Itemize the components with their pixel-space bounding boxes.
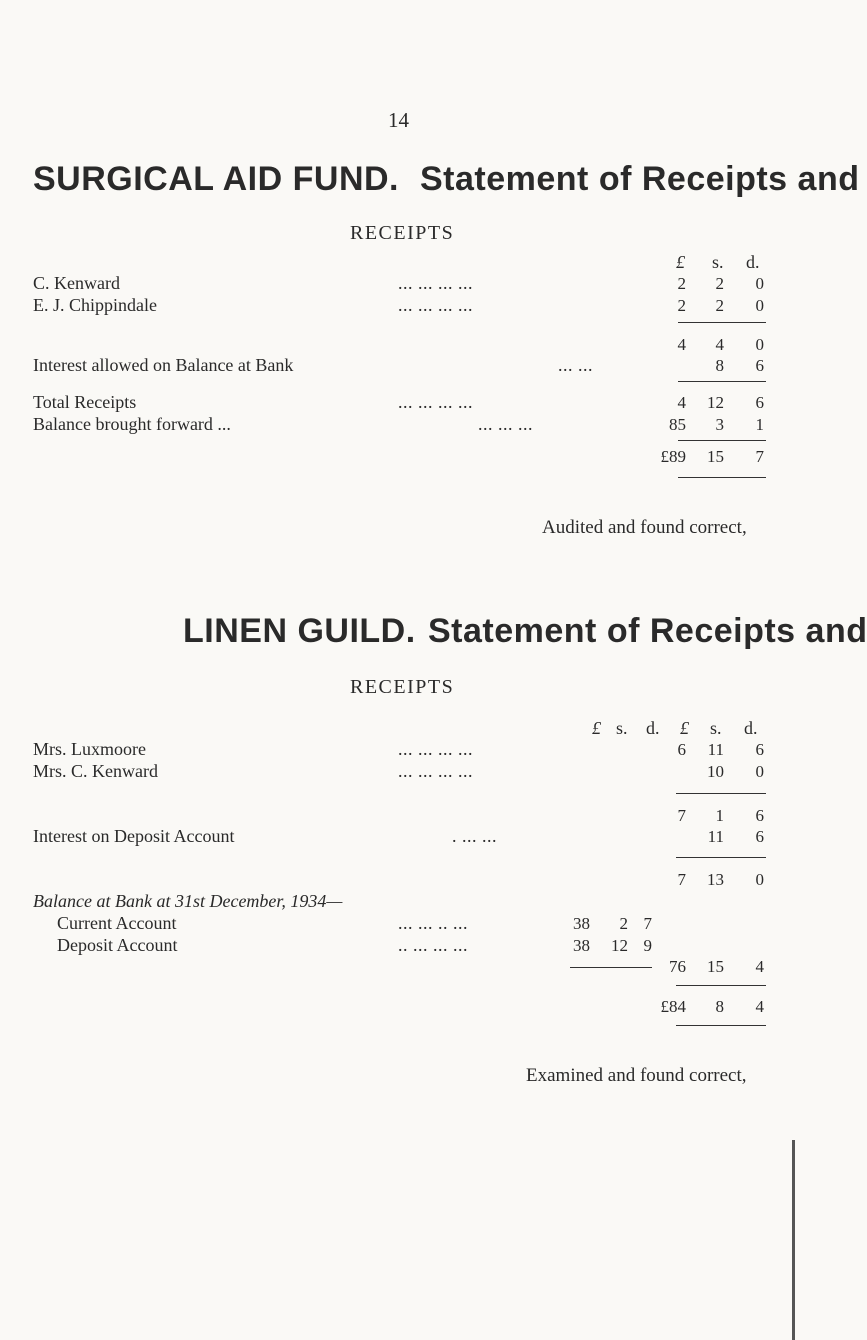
surgical-row-pence: 1 [755,415,764,434]
linen-subheading: RECEIPTS [350,676,455,698]
linen-sub-row-pounds: 38 [573,936,590,955]
linen-row-dots: ... ... ... ... [398,761,473,781]
surgical-col-shillings: s. [712,252,724,272]
linen-subtotal-pence: 6 [755,806,764,825]
surgical-row-dots: ... ... [558,355,593,375]
surgical-row-pence: 0 [755,274,764,293]
surgical-grand-pence: 7 [755,447,764,466]
linen-row-pence: 6 [755,740,764,759]
surgical-subtotal-rule [678,322,766,323]
surgical-row-label: Total Receipts [33,392,137,412]
linen-subtotal-shillings: 1 [715,806,724,825]
linen-sub-row-pence: 7 [643,914,652,933]
linen-sub-row-shillings: 2 [619,914,628,933]
linen-row-dots: ... ... ... ... [398,739,473,759]
linen-heading-right: Statement of Receipts and [428,612,867,650]
surgical-subtotal-shillings: 4 [715,335,724,354]
linen-sub-row-dots: ... ... .. ... [398,913,468,933]
linen-row-shillings: 11 [707,827,724,846]
page-edge-mark [792,1140,795,1340]
linen-inner-col-pounds: £ [592,718,601,738]
linen-total-rule [676,857,766,858]
linen-grand-rule-bottom [676,1025,766,1026]
surgical-row-pence: 0 [755,296,764,315]
linen-grand-pounds: £84 [660,997,686,1016]
surgical-row-dots: ... ... ... ... [398,295,473,315]
linen-balance-pence: 4 [755,957,764,976]
linen-total-pounds: 7 [677,870,686,889]
surgical-row-dots: ... ... ... ... [398,392,473,412]
surgical-row-shillings: 12 [707,393,724,412]
linen-row-pence: 0 [755,762,764,781]
surgical-grand-rule-bottom [678,477,766,478]
surgical-row-shillings: 2 [715,296,724,315]
linen-balance-shillings: 15 [707,957,724,976]
linen-outer-col-pounds: £ [680,718,689,738]
linen-grand-rule-top [676,985,766,986]
linen-row-label: Interest on Deposit Account [33,826,235,846]
surgical-heading-right: Statement of Receipts and [420,160,860,198]
linen-sub-row-dots: .. ... ... ... [398,935,468,955]
linen-grand-shillings: 8 [715,997,724,1016]
surgical-row-label: C. Kenward [33,273,120,293]
linen-row-dots: . ... ... [452,826,497,846]
surgical-grand-pounds: £89 [660,447,686,466]
linen-balance-heading: Balance at Bank at 31st December, 1934— [33,891,343,911]
linen-row-pounds: 6 [677,740,686,759]
linen-sub-row-label: Deposit Account [57,935,178,955]
surgical-row-pounds: 85 [669,415,686,434]
linen-grand-pence: 4 [755,997,764,1016]
linen-inner-col-pence: d. [646,718,660,738]
surgical-row-label: Interest allowed on Balance at Bank [33,355,294,375]
surgical-col-pence: d. [746,252,760,272]
surgical-row-label: E. J. Chippindale [33,295,157,315]
linen-outer-col-pence: d. [744,718,758,738]
linen-balance-rule [570,967,652,968]
page-number: 14 [388,108,409,132]
surgical-row-pounds: 2 [677,296,686,315]
linen-inner-col-shillings: s. [616,718,628,738]
linen-sub-row-label: Current Account [57,913,177,933]
linen-subtotal-rule [676,793,766,794]
linen-row-pence: 6 [755,827,764,846]
linen-row-shillings: 10 [707,762,724,781]
surgical-row-shillings: 8 [715,356,724,375]
surgical-subtotal-pence: 0 [755,335,764,354]
linen-heading-left: LINEN GUILD. [183,612,416,650]
surgical-subheading: RECEIPTS [350,222,455,244]
surgical-row-pence: 6 [755,356,764,375]
surgical-row-dots: ... ... ... ... [398,273,473,293]
linen-outer-col-shillings: s. [710,718,722,738]
surgical-col-pounds: £ [676,252,685,272]
linen-subtotal-pounds: 7 [677,806,686,825]
linen-sub-row-pounds: 38 [573,914,590,933]
linen-balance-pounds: 76 [669,957,686,976]
surgical-row-pounds: 2 [677,274,686,293]
linen-footer: Examined and found correct, [526,1065,747,1086]
linen-total-shillings: 13 [707,870,724,889]
linen-row-label: Mrs. Luxmoore [33,739,146,759]
surgical-footer: Audited and found correct, [542,517,747,538]
linen-sub-row-shillings: 12 [611,936,628,955]
surgical-row-pounds: 4 [677,393,686,412]
surgical-row-shillings: 2 [715,274,724,293]
surgical-row-label: Balance brought forward ... [33,414,231,434]
surgical-row-dots: ... ... ... [478,414,533,434]
surgical-grand-rule-top [678,440,766,441]
linen-sub-row-pence: 9 [643,936,652,955]
surgical-row-pence: 6 [755,393,764,412]
surgical-grand-shillings: 15 [707,447,724,466]
linen-row-shillings: 11 [707,740,724,759]
linen-total-pence: 0 [755,870,764,889]
surgical-total-rule [678,381,766,382]
surgical-row-shillings: 3 [715,415,724,434]
surgical-heading-left: SURGICAL AID FUND. [33,160,399,198]
surgical-subtotal-pounds: 4 [677,335,686,354]
linen-row-label: Mrs. C. Kenward [33,761,158,781]
